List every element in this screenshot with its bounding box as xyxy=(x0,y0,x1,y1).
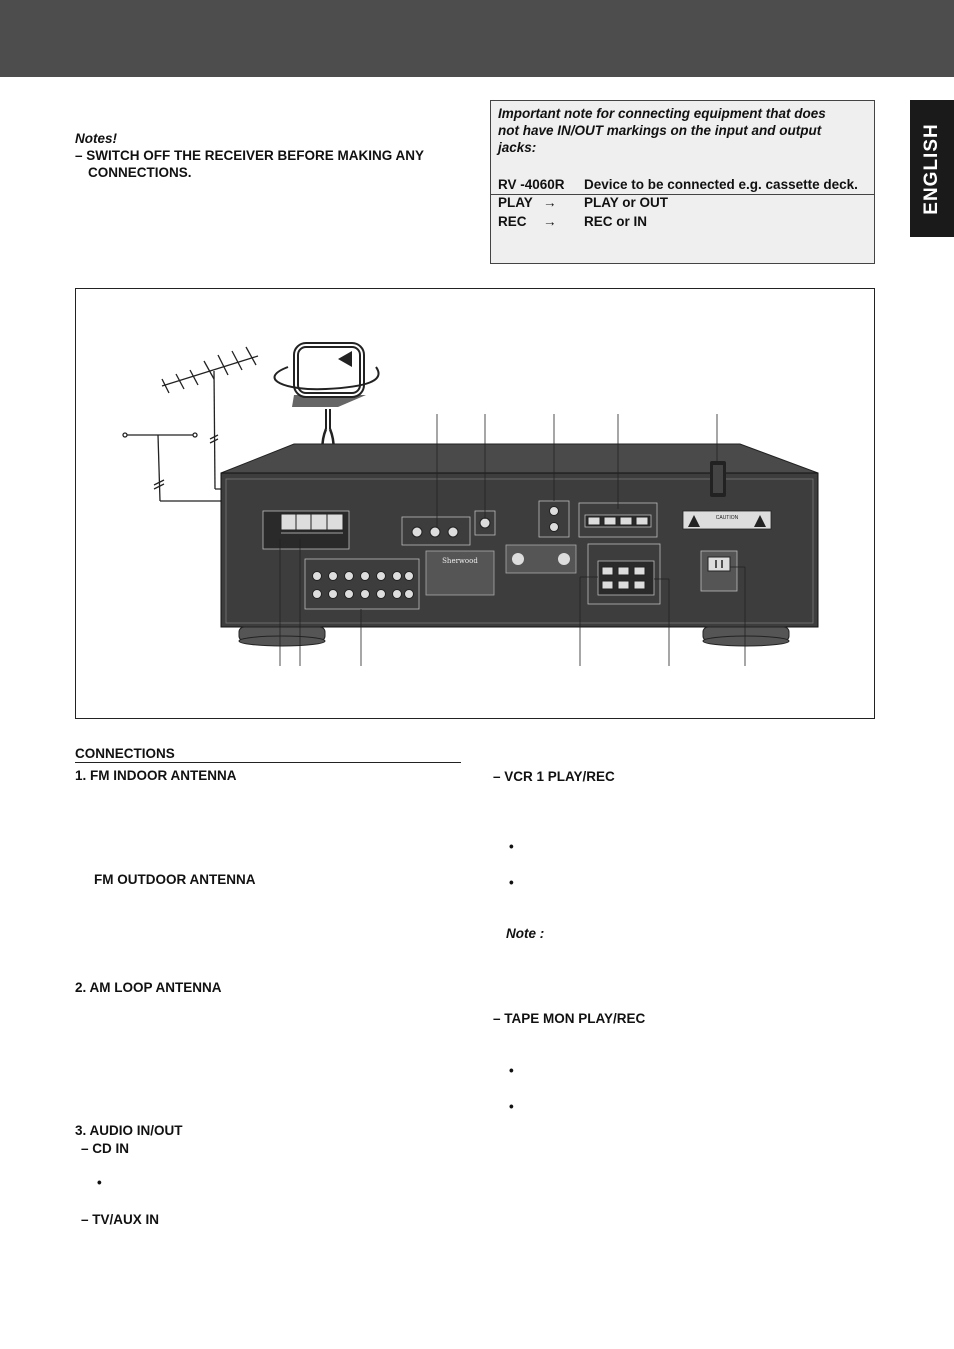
power-cord-icon xyxy=(710,461,726,497)
ul-marks xyxy=(506,545,576,573)
important-note-row-1-right: PLAY or OUT xyxy=(584,195,669,210)
tv-aux-in-heading: – TV/AUX IN xyxy=(81,1212,160,1227)
notes-line-2: CONNECTIONS. xyxy=(88,165,192,180)
connections-heading-rule xyxy=(75,762,461,763)
caution-label-icon xyxy=(683,511,771,529)
important-note-intro-2: not have IN/OUT markings on the input and output xyxy=(498,123,822,138)
ac-outlet-icon xyxy=(701,551,737,591)
receiver-top-surface xyxy=(221,444,818,473)
brand-plate-text: Sherwood xyxy=(442,557,478,565)
tape-mon-bullet-1: • xyxy=(509,1063,514,1078)
brand-plate xyxy=(426,551,494,595)
notes-title: Notes! xyxy=(75,131,118,146)
important-note-device-header: Device to be connected e.g. cassette deck. xyxy=(584,177,858,192)
important-note-row-1-arrow: → xyxy=(543,195,557,210)
cd-in-bullet: • xyxy=(97,1175,102,1190)
important-note-intro-1: Important note for connecting equipment that does xyxy=(498,106,826,121)
vcr1-note-label: Note : xyxy=(506,926,545,941)
connections-heading: CONNECTIONS xyxy=(75,746,175,761)
am-loop-antenna-heading: 2. AM LOOP ANTENNA xyxy=(75,980,222,995)
cd-in-heading: – CD IN xyxy=(81,1141,130,1156)
vcr1-play-rec-heading: – VCR 1 PLAY/REC xyxy=(493,769,615,784)
important-note-row-2-right: REC or IN xyxy=(584,214,648,229)
fm-indoor-antenna-heading: 1. FM INDOOR ANTENNA xyxy=(75,768,237,783)
important-note-model-header: RV -4060R xyxy=(498,177,565,192)
notes-line-1: – SWITCH OFF THE RECEIVER BEFORE MAKING ANY xyxy=(75,148,425,163)
important-note-intro-3: jacks: xyxy=(498,140,537,155)
important-note-box xyxy=(490,100,875,264)
antenna-terminal-block xyxy=(263,511,349,549)
tape-mon-play-rec-heading: – TAPE MON PLAY/REC xyxy=(493,1011,646,1026)
vcr1-bullet-1: • xyxy=(509,839,514,854)
top-header-bar xyxy=(0,0,954,77)
rear-panel-diagram xyxy=(75,288,875,719)
caution-label-text: CAUTION xyxy=(715,515,739,521)
language-tab-label: ENGLISH xyxy=(921,122,942,215)
audio-in-out-heading: 3. AUDIO IN/OUT xyxy=(75,1123,183,1138)
tape-mon-bullet-2: • xyxy=(509,1099,514,1114)
important-note-row-2-arrow: → xyxy=(543,214,557,229)
vcr1-bullet-2: • xyxy=(509,875,514,890)
receiver-feet xyxy=(239,627,789,646)
important-note-row-1-left: PLAY xyxy=(498,195,533,210)
important-note-row-2-left: REC xyxy=(498,214,527,229)
rear-panel-illustration xyxy=(76,289,874,718)
fm-outdoor-antenna-heading: FM OUTDOOR ANTENNA xyxy=(94,872,256,887)
language-tab xyxy=(910,100,954,237)
